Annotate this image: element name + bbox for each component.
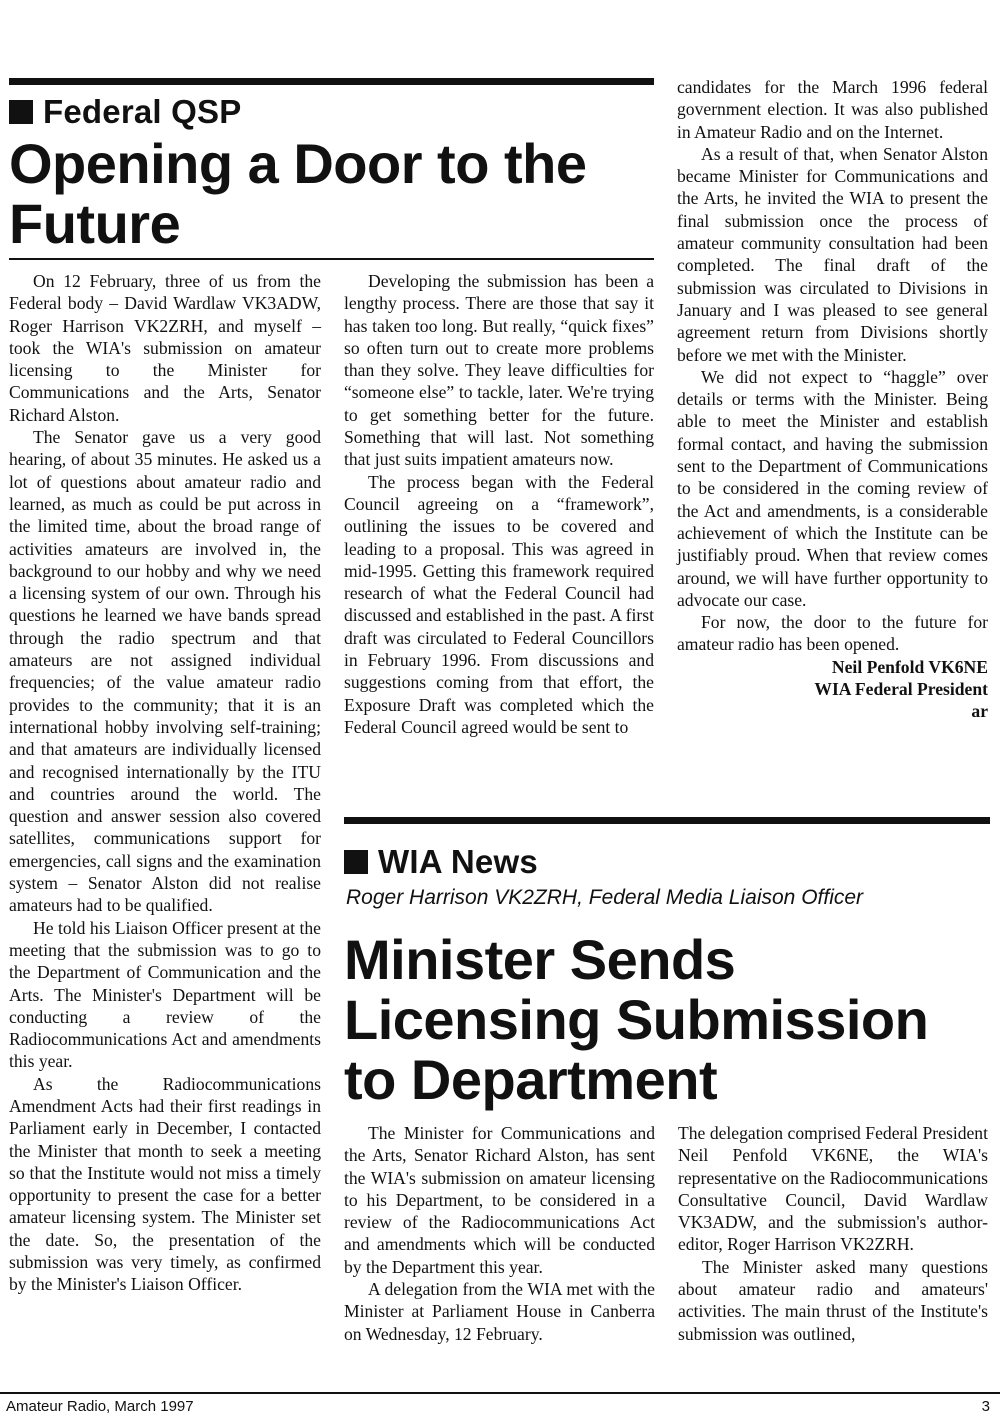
end-mark: ar <box>971 701 988 722</box>
section-kicker-wia-news <box>344 842 538 882</box>
paragraph: A delegation from the WIA met with the Minister at Parliament House in Canberra on Wednesday, 12 February. <box>344 1279 655 1344</box>
paragraph: He told his Liaison Officer present at the meeting that the submission was to go to the Department of Communication and the Arts. The Minister's Department will be conducting a review of the Radiocommunications Act and amendments this year. <box>9 917 321 1072</box>
signature-title: WIA Federal President <box>814 679 988 700</box>
paragraph: On 12 February, three of us from the Federal body – David Wardlaw VK3ADW, Roger Harrison VK2ZRH, and myself – took the WIA's submission on amateur licensing to the Minister for Communications and the Arts, Senator Richard Alston. <box>9 271 321 425</box>
article-byline: Roger Harrison VK2ZRH, Federal Media Liaison Officer <box>346 886 864 909</box>
paragraph: The Minister asked many questions about amateur radio and amateurs' activities. The main thrust of the Institute's submission was outlined, <box>678 1256 988 1344</box>
news-rule-top <box>344 817 990 824</box>
header-rule-bottom <box>9 258 654 260</box>
paragraph: For now, the door to the future for amateur radio has been opened. <box>677 612 988 655</box>
footer-publication: Amateur Radio, March 1997 <box>6 1398 194 1415</box>
headline-line: to Department <box>344 1048 718 1111</box>
paragraph: The Senator gave us a very good hearing, of about 35 minutes. He asked us a lot of questions about amateur radio and learned, as much as could be put across in the limited time, about the broad range of activities amateurs are involved in, the background to our hobby and why we need a licensing system of our own. Through his questions he learned we have bands spread through the radio spectrum and that amateurs are not assigned individual frequencies; of the value amateur radio provides to the community; that it is an international hobby involving self-training; and that amateurs are individually licensed and recognised internationally by the ITU and countries around the world. The question and answer session also covered satellites, communications support for emergencies, call signs and the examination system – Senator Alston did not realise amateurs had to be qualified. <box>9 427 321 916</box>
headline-line: Licensing Submission <box>344 988 929 1051</box>
square-bullet-icon <box>344 850 368 874</box>
article1-column-2 <box>344 270 654 738</box>
article2-column-2 <box>678 1122 988 1345</box>
paragraph: The process began with the Federal Council agreeing on a “framework”, outlining the issues to be covered and leading to a proposal. This was agreed in mid-1995. Getting this framework required research of what the Federal Council had discussed and established in the past. A first draft was circulated to Federal Councillors in February 1996. From discussions and suggestions coming from that effort, the Exposure Draft was completed which the Federal Council agreed would be sent to <box>344 471 654 737</box>
article2-column-1 <box>344 1122 655 1345</box>
article1-column-3 <box>677 76 988 723</box>
square-bullet-icon <box>9 100 33 124</box>
headline-line: Future <box>9 192 181 255</box>
kicker-text: WIA News <box>378 843 538 880</box>
paragraph: The delegation comprised Federal President Neil Penfold VK6NE, the WIA's representative on the Radiocommunications Consultative Council, David Wardlaw VK3ADW, and the submission's author-editor, Roger Harrison VK2ZRH. <box>678 1123 988 1255</box>
paragraph: As a result of that, when Senator Alston became Minister for Communications and the Arts, he invited the WIA to present the final submission once the process of amateur community consultation had been completed. The final draft of the submission was circulated to Divisions in January and I was pleased to see general agreement return from Divisions shortly before we met with the Minister. <box>677 143 988 365</box>
paragraph: Developing the submission has been a lengthy process. There are those that say it has taken too long. But really, “quick fixes” so often turn out to create more problems than they solve. They leave difficulties for “someone else” to tackle, later. We're trying to get something better for the future. Something that will last. Not something that just suits impatient amateurs now. <box>344 271 654 470</box>
footer-page-number: 3 <box>981 1398 990 1415</box>
headline-line: Minister Sends <box>344 928 736 991</box>
header-rule-top <box>9 78 654 85</box>
article1-column-1 <box>9 270 321 1296</box>
paragraph: As the Radiocommunications Amendment Acts had their first readings in Parliament early in December, I contacted the Minister that month to seek a meeting so that the Institute would not miss a timely opportunity to present the case for a better amateur licensing system. The Minister set the date. So, the presentation of the submission was very timely, as confirmed by the Minister's Liaison Officer. <box>9 1073 321 1295</box>
article-headline <box>9 134 654 254</box>
kicker-text: Federal QSP <box>43 93 242 130</box>
headline-line: Opening a Door to the <box>9 132 587 195</box>
paragraph: The Minister for Communications and the Arts, Senator Richard Alston, has sent the WIA's submission on amateur licensing to his Department, to be considered in a review of the Radiocommunications Act and amendments which will be conducted by the Department this year. <box>344 1123 655 1277</box>
paragraph-continued: candidates for the March 1996 federal government election. It was also published in Amateur Radio and on the Internet. <box>677 77 988 142</box>
article-headline <box>344 930 990 1110</box>
paragraph: We did not expect to “haggle” over details or terms with the Minister. Being able to meet the Minister and establish formal contact, and having the submission sent to the Department of Communications to be considered in the coming review of the Act and amendments, is a considerable achievement of which the Institute can be justifiably proud. When that review comes around, we will have further opportunity to advocate our case. <box>677 366 988 610</box>
section-kicker-federal-qsp <box>9 92 241 132</box>
signature-name: Neil Penfold VK6NE <box>831 656 988 677</box>
footer-rule <box>0 1392 1000 1394</box>
